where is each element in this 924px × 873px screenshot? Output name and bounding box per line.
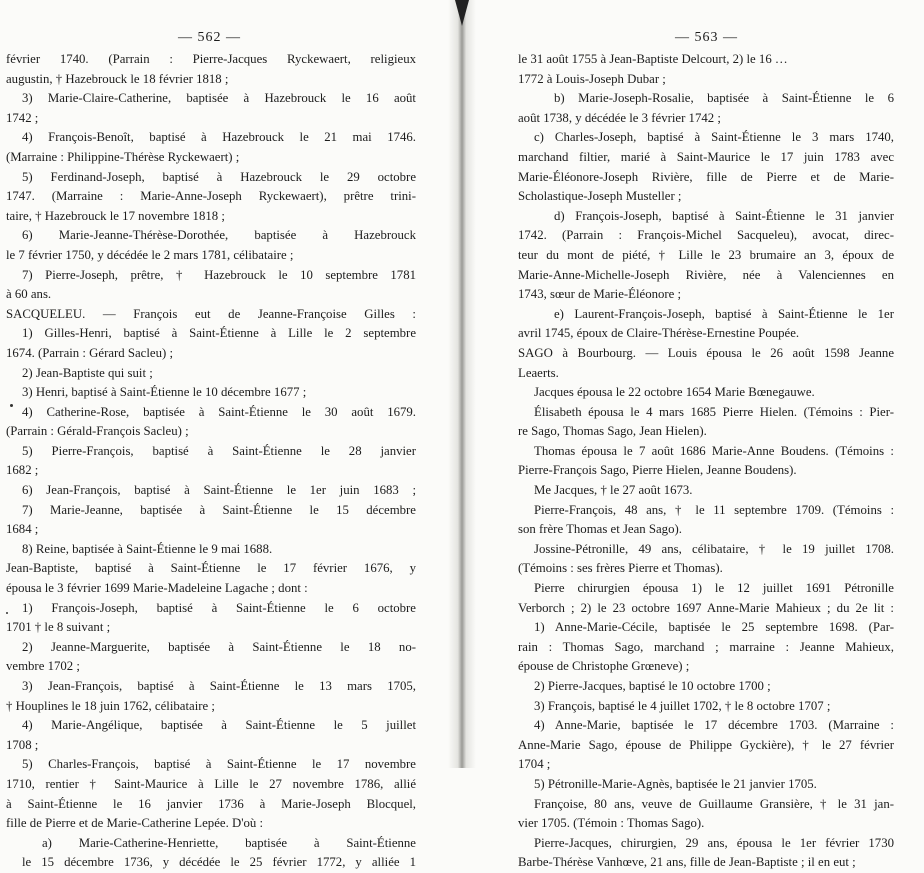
text-line: 4) Anne-Marie, baptisée le 17 décembre 1703. (Marraine : [534, 718, 894, 733]
text-line: Pierre-François Sago, Pierre Hielen, Jeanne Boudens). [518, 463, 797, 478]
text-line: 1772 à Louis-Joseph Dubar ; [518, 71, 666, 86]
text-line: 6) Jean-François, baptisé à Saint-Étienne le 1er juin 1683 ; [22, 483, 416, 498]
text-line: 8) Reine, baptisée à Saint-Étienne le 9 mai 1688. [22, 541, 273, 556]
text-line: 5) Pétronille-Marie-Agnès, baptisée le 21 janvier 1705. [534, 776, 817, 791]
text-line: août 1738, y décédée le 3 février 1742 ; [518, 110, 721, 125]
text-line: Pierre-Jacques, chirurgien, 29 ans, épousa le 1er février 1730 [534, 835, 894, 850]
scan-speck [10, 404, 13, 407]
text-line: 6) Marie-Jeanne-Thérèse-Dorothée, baptisée à Hazebrouck [22, 228, 416, 243]
text-line: marchand filtier, marié à Saint-Maurice le 17 juin 1783 avec [518, 149, 894, 164]
text-line: 2) Pierre-Jacques, baptisé le 10 octobre 1700 ; [534, 679, 771, 693]
text-line: 3) François, baptisé le 4 juillet 1702, † le 8 octobre 1707 ; [534, 698, 831, 713]
text-line: le 7 février 1750, y décédée le 2 mars 1781, célibataire ; [6, 247, 294, 262]
text-line: teur du mont de piété, † Lille le 23 brumaire an 3, époux de [518, 247, 894, 262]
text-line: le 31 août 1755 à Jean-Baptiste Delcourt, 2) le 16 … [518, 52, 788, 66]
text-line: 2) Jeanne-Marguerite, baptisée à Saint-Étienne le 18 no- [22, 639, 416, 654]
text-line: avril 1745, époux de Claire-Thérèse-Ernestine Poupée. [518, 326, 800, 341]
text-line: Thomas épousa le 7 août 1686 Marie-Anne Boudens. (Témoins : [534, 443, 894, 458]
left-page-text [0, 50, 456, 873]
text-line: SAGO à Bourbourg. — Louis épousa le 26 août 1598 Jeanne [518, 345, 894, 360]
text-line: 3) Henri, baptisé à Saint-Étienne le 10 décembre 1677 ; [22, 385, 307, 400]
text-line: † Houplines le 18 juin 1762, célibataire ; [6, 698, 215, 713]
text-line: 1743, sœur de Marie-Éléonore ; [518, 287, 682, 302]
text-line: fille de Pierre et de Marie-Catherine Lepée. D'où : [6, 816, 264, 831]
text-line: rain : Thomas Sago, marchand ; marraine : Jeanne Mahieux, [518, 639, 894, 654]
text-line: 7) Pierre-Joseph, prêtre, † Hazebrouck le 10 septembre 1781 [22, 267, 416, 282]
text-line: 1) François-Joseph, baptisé à Saint-Étienne le 6 octobre [22, 600, 416, 615]
text-line: Jossine-Pétronille, 49 ans, célibataire, † le 19 juillet 1708. [534, 541, 894, 556]
text-line: SACQUELEU. — François eut de Jeanne-Françoise Gilles : [6, 306, 416, 321]
text-line: février 1740. (Parrain : Pierre-Jacques Ryckewaert, religieux [6, 52, 416, 66]
text-line: 3) Marie-Claire-Catherine, baptisée à Hazebrouck le 16 août [22, 91, 416, 106]
text-line: augustin, † Hazebrouck le 18 février 1818 ; [6, 71, 229, 86]
text-line: re Sago, Thomas Sago, Jean Hielen). [518, 424, 707, 439]
text-line: 7) Marie-Jeanne, baptisée à Saint-Étienne le 15 décembre [22, 502, 416, 517]
text-line: 1) Gilles-Henri, baptisé à Saint-Étienne à Lille le 2 septembre [22, 326, 416, 341]
text-line: b) Marie-Joseph-Rosalie, baptisée à Saint-Étienne le 6 [554, 91, 894, 106]
text-line: Marie-Éléonore-Joseph Rivière, fille de Pierre et de Marie- [518, 169, 894, 184]
text-line: 1684 ; [6, 522, 39, 537]
text-line: Françoise, 80 ans, veuve de Guillaume Gransière, † le 31 jan- [534, 796, 894, 811]
text-line: 1704 ; [518, 757, 551, 772]
text-line: 5) Pierre-François, baptisé à Saint-Étienne le 28 janvier [22, 443, 416, 458]
text-line: Scholastique-Joseph Musteller ; [518, 189, 682, 204]
text-line: e) Laurent-François-Joseph, baptisé à Saint-Étienne le 1er [554, 306, 894, 321]
text-line: Pierre-François, 48 ans, † le 11 septembre 1709. (Témoins : [534, 502, 894, 517]
text-line: 1708 ; [6, 737, 39, 752]
scan-speck [6, 612, 8, 614]
text-line: a) Marie-Catherine-Henriette, baptisée à Saint-Étienne [42, 835, 416, 850]
text-line: 1682 ; [6, 463, 39, 478]
text-line: Élisabeth épousa le 4 mars 1685 Pierre Hielen. (Témoins : Pier- [534, 404, 894, 419]
text-line: (Marraine : Philippine-Thérèse Ryckewaert) ; [6, 149, 240, 164]
text-line: 2) Jean-Baptiste qui suit ; [22, 365, 153, 380]
text-line: 4) François-Benoît, baptisé à Hazebrouck le 21 mai 1746. [22, 130, 416, 145]
right-page [470, 0, 924, 870]
text-line: Jacques épousa le 22 octobre 1654 Marie Bœnegauwe. [534, 385, 815, 400]
text-line: son frère Thomas et Jean Sago). [518, 522, 682, 537]
left-page-number: — 562 — [178, 30, 241, 45]
text-line: 4) Catherine-Rose, baptisée à Saint-Étienne le 30 août 1679. [22, 404, 416, 419]
text-line: Barbe-Thérèse Vanhœve, 21 ans, fille de Jean-Baptiste ; il en eut ; [518, 855, 856, 870]
text-line: vembre 1702 ; [6, 659, 80, 674]
text-line: 1701 † le 8 suivant ; [6, 620, 111, 635]
text-line: 1674. (Parrain : Gérard Sacleu) ; [6, 345, 174, 360]
right-page-number: — 563 — [675, 30, 738, 45]
text-line: Jean-Baptiste, baptisé à Saint-Étienne le 17 février 1676, y [6, 561, 416, 576]
text-line: taire, † Hazebrouck le 17 novembre 1818 ; [6, 208, 225, 223]
text-line: à 60 ans. [6, 287, 52, 302]
text-line: (Parrain : Gérald-François Sacleu) ; [6, 424, 189, 439]
text-line: vier 1705. (Témoin : Thomas Sago). [518, 816, 705, 831]
text-line: (Témoins : ses frères Pierre et Thomas). [518, 561, 723, 576]
text-line: Anne-Marie Sago, épouse de Philippe Gyckière), † le 27 février [518, 737, 894, 752]
text-line: Pierre chirurgien épousa 1) le 12 juillet 1691 Pétronille [534, 581, 894, 596]
text-line: 3) Jean-François, baptisé à Saint-Étienne le 13 mars 1705, [22, 679, 416, 693]
text-line: 1) Anne-Marie-Cécile, baptisée le 25 septembre 1698. (Par- [534, 620, 894, 635]
text-line: Marie-Anne-Michelle-Joseph Rivière, née à Valenciennes en [518, 267, 894, 282]
text-line: épouse de Christophe Grœneve) ; [518, 659, 690, 674]
text-line: 1742 ; [6, 110, 39, 125]
text-line: le 15 décembre 1736, y décédée le 25 février 1772, y alliée 1 [22, 855, 416, 870]
text-line: 5) Charles-François, baptisé à Saint-Étienne le 17 novembre [22, 757, 416, 772]
text-line: d) François-Joseph, baptisé à Saint-Étienne le 31 janvier [554, 208, 894, 223]
text-line: c) Charles-Joseph, baptisé à Saint-Étienne le 3 mars 1740, [534, 130, 894, 145]
text-line: Me Jacques, † le 27 août 1673. [534, 483, 693, 498]
text-line: 4) Marie-Angélique, baptisée à Saint-Étienne le 5 juillet [22, 718, 416, 733]
left-page [0, 0, 456, 870]
text-line: 1747. (Marraine : Marie-Anne-Joseph Ryckewaert), prêtre trini- [6, 189, 416, 204]
text-line: Verborch ; 2) le 23 octobre 1697 Anne-Marie Mahieux ; du 2e lit : [518, 600, 894, 615]
text-line: épousa le 3 février 1699 Marie-Madeleine Lagache ; dont : [6, 581, 308, 596]
right-page-text [470, 50, 924, 873]
text-line: 1742. (Parrain : François-Michel Sacqueleu), avocat, direc- [518, 228, 894, 243]
text-line: Leaerts. [518, 365, 559, 380]
text-line: à Saint-Étienne le 16 janvier 1736 à Marie-Joseph Blocquel, [6, 796, 416, 811]
text-line: 1710, rentier † Saint-Maurice à Lille le 27 novembre 1786, allié [6, 776, 416, 791]
text-line: 5) Ferdinand-Joseph, baptisé à Hazebrouck le 29 octobre [22, 169, 416, 184]
